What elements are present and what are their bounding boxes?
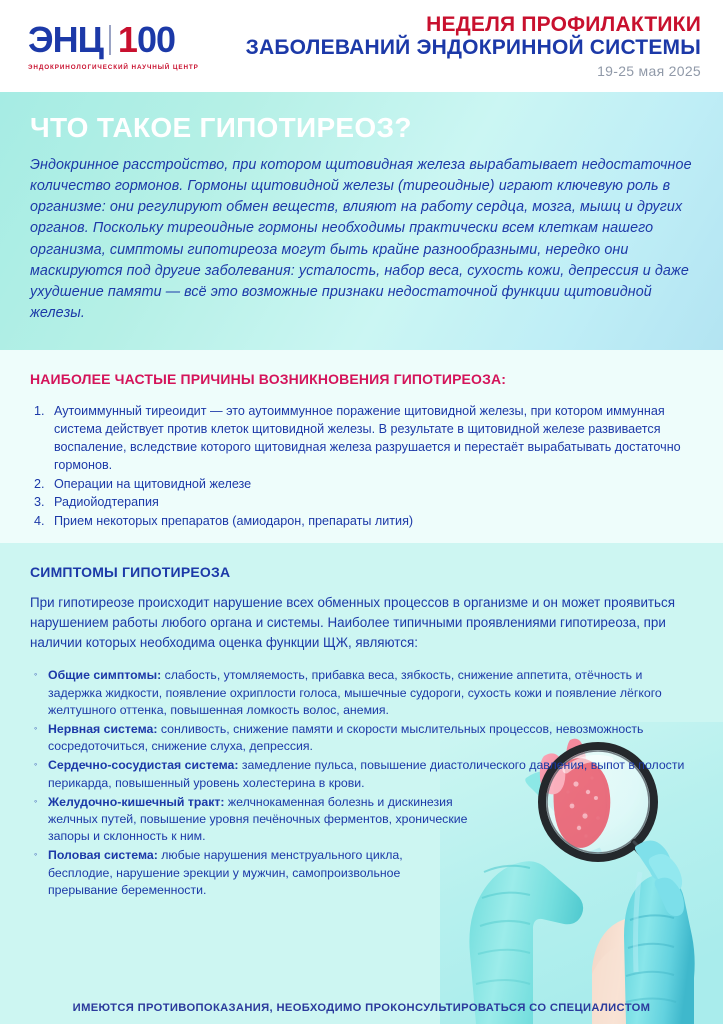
list-item-text: Аутоиммунный тиреоидит — это аутоиммунное поражение щитовидной железы, при котором иммунная система действует против клеток щитовидной железы. В результате в щитовидной железе развивается воспаление, вследствие которого щитовидная железа разрушается и перестаёт вырабатывать достаточно гормонов. [54,404,681,472]
campaign-line-1: НЕДЕЛЯ ПРОФИЛАКТИКИ [426,12,701,36]
list-item [30,667,695,719]
list-item-text [48,794,478,846]
symptom-category-label: Сердечно-сосудистая система: [48,758,239,773]
list-item-text: Операции на щитовидной железе [54,476,252,491]
symptoms-list [30,667,695,899]
list-item-text: Прием некоторых препаратов (амиодарон, препараты лития) [54,514,414,529]
causes-list [30,403,695,531]
symptom-detail-text: замедление пульса, повышение диастолического давления, выпот в полости перикарда, повышенный уровень холестерина в крови. [48,758,685,790]
poster-header [0,0,723,92]
symptom-category-label: Желудочно-кишечный тракт: [48,794,225,809]
symptom-detail-text: желчнокаменная болезнь и дискинезия желчных путей, повышение уровня печёночных ферментов, хронические запоры и склонность к ним. [48,794,468,844]
disclaimer-text: ИМЕЮТСЯ ПРОТИВОПОКАЗАНИЯ, НЕОБХОДИМО ПРОКОНСУЛЬТИРОВАТЬСЯ СО СПЕЦИАЛИСТОМ [72,1002,651,1014]
logo-enc-text: ЭНЦ [28,18,103,60]
bullet-icon: ◦ [34,669,38,680]
campaign-line-2: ЗАБОЛЕВАНИЙ ЭНДОКРИННОЙ СИСТЕМЫ [245,36,701,60]
list-item [30,403,695,475]
list-item [30,721,695,755]
bullet-icon: ◦ [34,795,38,806]
list-item [30,794,695,846]
list-marker: 1. [34,404,45,418]
campaign-heading-block [246,13,701,80]
list-item-text [48,757,695,791]
symptom-category-label: Половая система: [48,848,158,863]
bullet-icon: ◦ [34,759,38,770]
list-marker: 3. [34,495,45,510]
page-title: ЧТО ТАКОЕ ГИПОТИРЕОЗ? [30,112,412,143]
bullet-icon: ◦ [34,722,38,733]
symptoms-intro-paragraph: При гипотиреозе происходит нарушение всех обменных процессов в организме и он может проявиться нарушением работы любого органа и системы. Наиболее типичными проявлениями гипотиреоза, при наличии которых необходима оценка функции ЩЖ, являются: [30,595,675,651]
logo-wordmark-row [28,18,175,60]
symptom-category-label: Нервная система: [48,721,158,736]
list-item-text: Радиойодтерапия [54,495,159,510]
symptom-detail-text: сонливость, снижение памяти и скорости мыслительных процессов, невозможность сосредоточиться, снижение слуха, депрессия. [48,721,644,754]
causes-heading: НАИБОЛЕЕ ЧАСТЫЕ ПРИЧИНЫ ВОЗНИКНОВЕНИЯ ГИПОТИРЕОЗА: [30,371,507,387]
causes-section [0,350,723,543]
logo-anniversary-text: 100 [117,18,175,60]
symptom-category-label: Общие симптомы: [48,668,162,683]
list-item-text [48,667,695,719]
symptom-detail-text: слабость, утомляемость, прибавка веса, зябкость, снижение аппетита, отёчность и задержка жидкости, появление охриплости голоса, мышечные судороги, сухость кожи и появление лёгкого желтушного оттенка, повышенная ломкость волос, анемия. [48,668,662,717]
list-item-text [48,847,448,899]
intro-paragraph: Эндокринное расстройство, при котором щитовидная железа вырабатывает недостаточное количество гормонов. Гормоны щитовидной железы (тиреоидные) играют ключевую роль в организме: они регулируют обмен веществ, влияют на работу сердца, мозга, мышц и других органов. Поскольку тиреоидные гормоны необходимы практически всем клеткам нашего организма, симптомы гипотиреоза могут быть крайне разнообразными, нередко они маскируются под другие заболевания: усталость, набор веса, сухость кожи, депрессия и даже ухудшение памяти — всё это возможные признаки недостаточной функции щитовидной железы. [30,157,692,322]
list-item [30,476,695,494]
symptom-detail-text: любые нарушения менструального цикла, бесплодие, нарушение эрекции у мужчин, самопроизвольное прерывание беременности. [48,848,403,897]
list-item [30,847,695,899]
campaign-dates: 19-25 мая 2025 [597,62,701,79]
bullet-icon: ◦ [34,849,38,860]
logo-subtitle: ЭНДОКРИНОЛОГИЧЕСКИЙ НАУЧНЫЙ ЦЕНТР [28,63,199,71]
logo-divider-icon [109,25,111,55]
symptoms-heading: СИМПТОМЫ ГИПОТИРЕОЗА [30,564,231,580]
enc-logo [28,18,199,71]
intro-section [0,92,723,350]
list-item [30,757,695,791]
list-marker: 4. [34,514,45,529]
list-marker: 2. [34,476,45,491]
list-item-text [48,721,695,755]
list-item [30,494,695,512]
list-item [30,513,695,531]
